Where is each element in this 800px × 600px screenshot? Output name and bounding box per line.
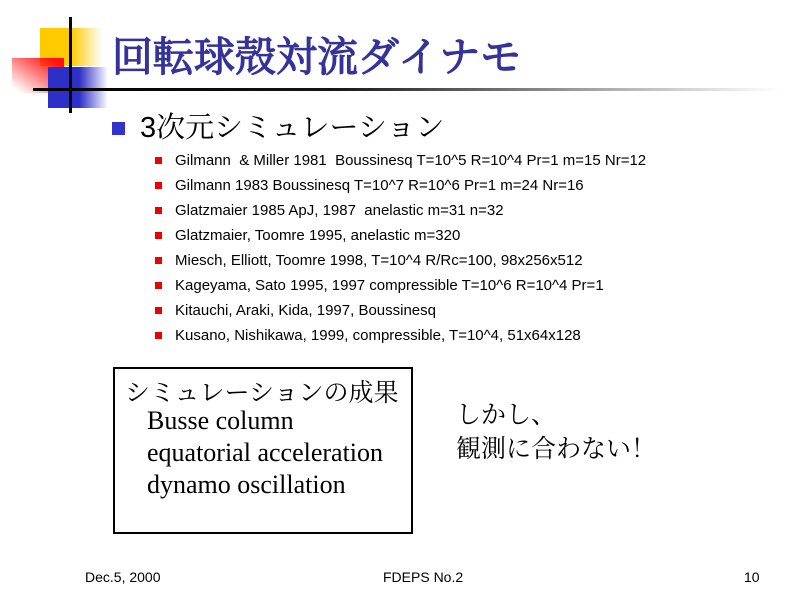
sub-bullet-square-icon [155,282,162,289]
caveat-line-1: しかし、 [456,401,557,429]
results-items [147,405,383,501]
footer-date: Dec.5, 2000 [85,569,161,585]
reference-text: Miesch, Elliott, Toomre 1998, T=10^4 R/Rc=100, 98x256x512 [175,252,583,269]
section-heading: 3次元シミュレーション [140,112,445,144]
reference-text: Glatzmaier 1985 ApJ, 1987 anelastic m=31 n=32 [175,202,504,219]
results-item: Busse column [147,406,294,435]
reference-text: Glatzmaier, Toomre 1995, anelastic m=320 [175,227,461,244]
caveat-text [456,398,656,466]
results-item: equatorial acceleration [147,438,384,467]
results-box [113,367,413,534]
sub-bullet-square-icon [155,257,162,264]
sub-bullet-square-icon [155,332,162,339]
sub-bullet-square-icon [155,182,162,189]
results-item: dynamo oscillation [147,470,346,499]
sub-bullet-square-icon [155,232,162,239]
sub-bullet-square-icon [155,307,162,314]
footer-event: FDEPS No.2 [383,569,464,585]
title-underline [33,88,780,91]
page-title: 回転球殻対流ダイナモ [112,34,522,80]
reference-text: Gilmann & Miller 1981 Boussinesq T=10^5 R=10^4 Pr=1 m=15 Nr=12 [175,152,647,169]
footer-page-number: 10 [744,569,760,585]
reference-text: Kageyama, Sato 1995, 1997 compressible T=10^6 R=10^4 Pr=1 [175,277,604,294]
reference-text: Gilmann 1983 Boussinesq T=10^7 R=10^6 Pr=1 m=24 Nr=16 [175,177,584,194]
sub-bullet-square-icon [155,157,162,164]
caveat-line-2: 観測に合わない！ [456,435,657,463]
reference-text: Kitauchi, Araki, Kida, 1997, Boussinesq [175,302,436,319]
reference-text: Kusano, Nishikawa, 1999, compressible, T=10^4, 51x64x128 [175,327,581,344]
bullet-square-icon [112,122,125,135]
sub-bullet-square-icon [155,207,162,214]
results-heading: シミュレーションの成果 [125,379,399,407]
decoration-vertical-line [69,17,72,113]
